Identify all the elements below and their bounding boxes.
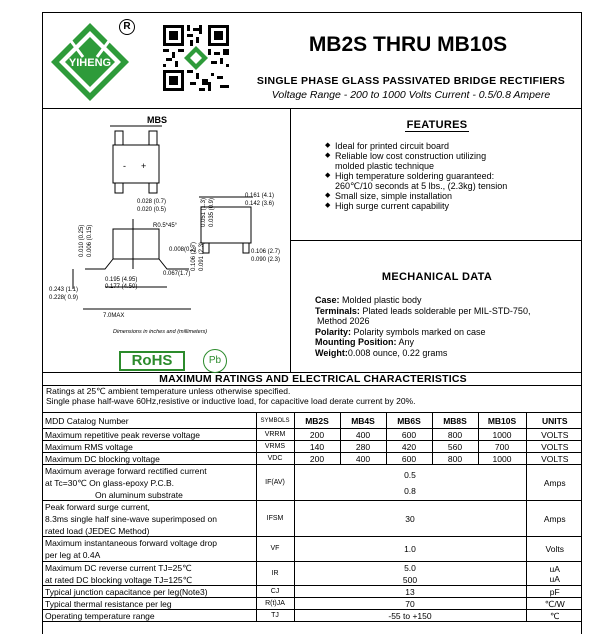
header	[43, 13, 582, 109]
cell-value: 600	[386, 453, 432, 465]
package-label: MBS	[147, 115, 167, 125]
row-label-line: On aluminum substrate	[95, 489, 183, 500]
header-mb8s: MB8S	[432, 413, 478, 429]
yiheng-logo	[49, 21, 131, 103]
cell-value: 560	[432, 441, 478, 453]
table-row	[43, 429, 582, 441]
row-symbol: VF	[256, 537, 294, 562]
cell-unit: ℃/W	[526, 598, 582, 610]
row-label	[43, 562, 256, 586]
cell-value: 800	[432, 453, 478, 465]
cell-unit: VOLTS	[526, 453, 582, 465]
row-label-line: at Tc=30℃ On glass-epoxy P.C.B.	[45, 477, 175, 488]
unit-line: uA	[549, 573, 560, 584]
cell-value: 1000	[478, 453, 526, 465]
cell-value: 600	[386, 429, 432, 441]
row-label-line: Peak forward surge current,	[45, 501, 150, 512]
cell-value: 420	[386, 441, 432, 453]
dim-pitch-max: 0.106 (2.7)	[251, 249, 281, 255]
ratings-note-2: Single phase half-wave 60Hz,resistive or inductive load, for capacitive load derate current by 20%.	[46, 396, 416, 406]
middle-section	[43, 109, 582, 373]
dim-side-height-min: 0.142 (3.6)	[245, 201, 275, 207]
dim-pitch-min: 0.090 (2.3)	[251, 257, 281, 263]
mech-mounting: Mounting Position: Any	[315, 337, 414, 347]
plus-pin-mark: +	[141, 161, 147, 171]
row-symbol: IF(AV)	[256, 465, 294, 501]
feature-item: ◆ High surge current capability	[325, 201, 579, 211]
ratings-table	[43, 412, 582, 622]
cell-unit: ℃	[526, 610, 582, 622]
mechanical-data	[315, 295, 577, 358]
row-label	[43, 537, 256, 562]
dim-side-height-max: 0.161 (4.1)	[245, 193, 275, 199]
value-line: 5.0	[404, 562, 416, 573]
table-row	[43, 501, 582, 537]
brand-text: YIHENG	[68, 57, 112, 69]
cell-value: 200	[294, 429, 340, 441]
dim-lead-width-max: 0.028 (0.7)	[137, 199, 167, 205]
page-title: MB2S THRU MB10S	[308, 33, 508, 56]
header-mb6s: MB6S	[386, 413, 432, 429]
info-panel	[291, 109, 582, 373]
mech-polarity: Polarity: Polarity symbols marked on case	[315, 326, 486, 337]
mech-case: Case: Molded plastic body	[315, 295, 422, 305]
feature-item-continued: 260℃/10 seconds at 5 lbs., (2.3kg) tension	[335, 181, 508, 191]
dim-body-width-min: 0.177 (4.50)	[105, 284, 138, 290]
feature-item: ◆ High temperature soldering guaranteed:	[325, 171, 579, 181]
dim-body-width-max: 0.195 (4.95)	[105, 277, 138, 283]
row-label: Typical junction capacitance per leg(Note3)	[43, 586, 256, 598]
row-label: Typical thermal resistance per leg	[43, 598, 256, 610]
dim-standoff-max: 0.243 (1.1)	[49, 287, 79, 293]
table-row	[43, 586, 582, 598]
cell-value: 13	[294, 586, 526, 598]
cell-unit: pF	[526, 586, 582, 598]
table-row	[43, 441, 582, 453]
mech-weight: Weight:0.008 ounce, 0.22 grams	[315, 347, 448, 358]
features-title-text: FEATURES	[406, 119, 468, 131]
dimension-note: Dimensions in inches and (millimeters)	[113, 329, 208, 335]
datasheet-page	[42, 12, 582, 634]
row-label: Operating temperature range	[43, 610, 256, 622]
row-symbol: CJ	[256, 586, 294, 598]
dim-lead-gap-min: 0.006 (0.15)	[87, 224, 93, 257]
cell-value: 70	[294, 598, 526, 610]
row-symbol: IR	[256, 562, 294, 586]
cell-value: 400	[340, 429, 386, 441]
cell-unit: Amps	[526, 465, 582, 501]
cell-unit: VOLTS	[526, 441, 582, 453]
cell-value: -55 to +150	[294, 610, 526, 622]
cell-value: 200	[294, 453, 340, 465]
row-symbol: VRRM	[256, 429, 294, 441]
dim-side-lead-min: 0.035 (0.9)	[209, 197, 215, 227]
cell-value: 400	[340, 453, 386, 465]
table-row	[43, 610, 582, 622]
table-row	[43, 465, 582, 501]
row-label-line: Maximum average forward rectified current	[45, 465, 207, 476]
row-symbol: VDC	[256, 453, 294, 465]
ratings-notes	[46, 386, 580, 406]
features-list	[325, 141, 579, 211]
row-label-line: at rated DC blocking voltage TJ=125℃	[45, 574, 193, 585]
table-row	[43, 562, 582, 586]
row-symbol: IFSM	[256, 501, 294, 537]
header-catalog: MDD Catalog Number	[43, 413, 256, 429]
mechanical-title: MECHANICAL DATA	[381, 271, 493, 283]
cell-unit: VOLTS	[526, 429, 582, 441]
mech-terminals: Terminals: Plated leads solderable per MIL-STD-750,	[315, 305, 531, 316]
features-title	[291, 119, 582, 131]
voltage-current-range: Voltage Range - 200 to 1000 Volts Current - 0.5/0.8 Ampere	[271, 89, 551, 101]
value-line: 500	[402, 574, 418, 585]
cell-value	[294, 562, 526, 586]
cell-unit	[526, 562, 582, 586]
dim-lead-gap-max: 0.010 (0.25)	[79, 224, 85, 257]
row-label	[43, 501, 256, 537]
dim-lead-length: 0.067(1.7)	[163, 271, 191, 277]
dim-lead-width-min: 0.020 (0.5)	[137, 207, 167, 213]
value-line: 0.8	[404, 485, 416, 496]
table-row	[43, 598, 582, 610]
mech-terminals-method: Method 2026	[317, 316, 370, 326]
minus-pin-mark: -	[123, 161, 126, 171]
row-label-line: Maximum DC reverse current TJ=25℃	[45, 562, 192, 573]
feature-item: ◆ Ideal for printed circuit board	[325, 141, 579, 151]
dim-overall-length: 7.0MAX	[103, 313, 125, 319]
cell-value	[294, 465, 526, 501]
cell-value: 800	[432, 429, 478, 441]
ratings-title: MAXIMUM RATINGS AND ELECTRICAL CHARACTERISTICS	[43, 373, 582, 386]
unit-line: uA	[549, 563, 560, 574]
cell-value: 700	[478, 441, 526, 453]
row-label-line: Maximum instantaneous forward voltage drop	[45, 538, 217, 548]
cell-value: 30	[294, 501, 526, 537]
row-label-line: 8.3ms single half sine-wave superimposed on	[45, 513, 217, 524]
header-mb10s: MB10S	[478, 413, 526, 429]
table-row	[43, 453, 582, 465]
row-label	[43, 465, 256, 501]
cell-value: 280	[340, 441, 386, 453]
header-symbols: SYMBOLS	[256, 413, 294, 429]
cell-unit: Volts	[526, 537, 582, 562]
ratings-note-1: Ratings at 25℃ ambient temperature unless otherwise specified.	[46, 386, 291, 396]
package-drawing-panel	[43, 109, 291, 373]
row-label-line: per leg at 0.4A	[45, 550, 101, 560]
row-label: Maximum repetitive peak reverse voltage	[43, 429, 256, 441]
cell-value: 140	[294, 441, 340, 453]
features-section	[291, 109, 582, 241]
qr-code-icon	[163, 25, 229, 91]
cell-value: 1000	[478, 429, 526, 441]
dim-body-height-min: 0.091 (2.3)	[199, 241, 205, 271]
pb-free-icon: Pb	[203, 349, 227, 373]
rohs-badge: RoHS	[119, 351, 185, 371]
header-mb2s: MB2S	[294, 413, 340, 429]
value-line: 0.5	[404, 469, 416, 480]
row-symbol: VRMS	[256, 441, 294, 453]
product-subtitle: SINGLE PHASE GLASS PASSIVATED BRIDGE RECTIFIERS	[256, 75, 566, 87]
header-units: UNITS	[526, 413, 582, 429]
dim-side-lead-max: 0.051 (1.3)	[201, 197, 207, 227]
row-symbol: R(t)JA	[256, 598, 294, 610]
dim-lead-thickness: 0.008(0.2)	[169, 247, 197, 253]
feature-item: ◆ Small size, simple installation	[325, 191, 579, 201]
row-symbol: TJ	[256, 610, 294, 622]
row-label: Maximum RMS voltage	[43, 441, 256, 453]
dim-chamfer: R0.5*45°	[153, 223, 178, 229]
row-label-line: rated load (JEDEC Method)	[45, 525, 150, 536]
table-row	[43, 537, 582, 562]
cell-value: 1.0	[294, 537, 526, 562]
dim-standoff-min: 0.228( 0.9)	[49, 295, 79, 301]
header-mb4s: MB4S	[340, 413, 386, 429]
feature-item: ◆ Reliable low cost construction utilizing	[325, 151, 579, 161]
table-header-row	[43, 413, 582, 429]
registered-mark: R	[119, 19, 135, 35]
cell-unit: Amps	[526, 501, 582, 537]
row-label: Maximum DC blocking voltage	[43, 453, 256, 465]
dim-body-height-max: 0.106 (2.7)	[191, 241, 197, 271]
feature-item-continued: molded plastic technique	[335, 161, 435, 171]
